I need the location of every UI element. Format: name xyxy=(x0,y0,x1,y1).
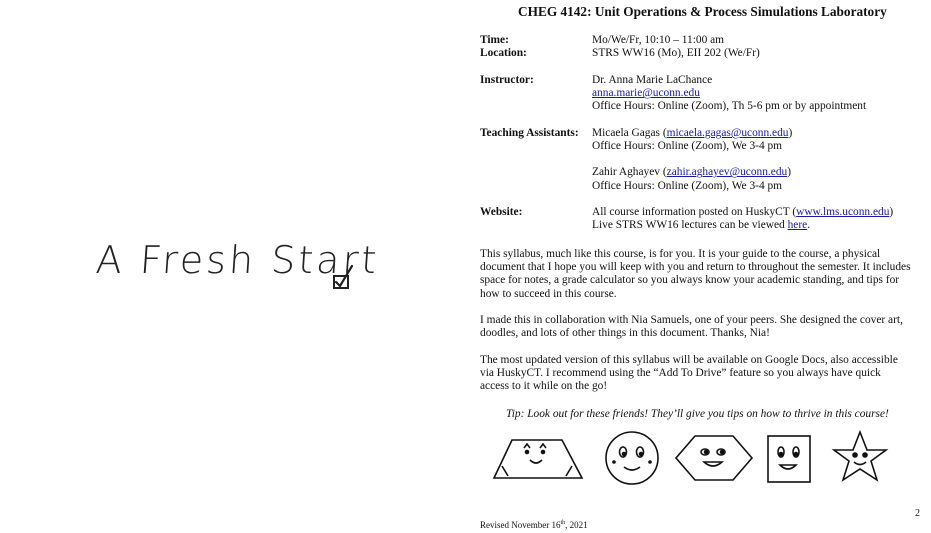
ta1-name: Micaela Gagas ( xyxy=(592,127,667,139)
friends-doodles xyxy=(490,430,890,492)
revised-sup: th xyxy=(560,520,566,526)
ta1-office-hours: Office Hours: Online (Zoom), We 3-4 pm xyxy=(592,140,783,153)
website-line-2-end: . xyxy=(807,219,811,232)
website-line-1 xyxy=(592,206,893,219)
ta2-line xyxy=(592,166,792,179)
ta2-name: Zahir Aghayev ( xyxy=(592,166,667,179)
hexagon-friend-icon xyxy=(676,436,752,480)
revised-date xyxy=(480,517,588,532)
lecture-here-link[interactable]: here xyxy=(787,219,808,232)
ta1-email-link[interactable]: micaela.gagas@uconn.edu xyxy=(666,127,789,139)
ta2-office-hours: Office Hours: Online (Zoom), We 3-4 pm xyxy=(592,179,783,192)
page-number: 2 xyxy=(915,508,920,519)
updates-paragraph: The most updated version of this syllabus will be available on Google Docs, also accessible via HuskyCT. I recommend using the “Add To Drive” feature so you always have quick access to it while on the go! xyxy=(480,354,898,393)
square-friend-icon xyxy=(768,436,810,482)
circle-friend-icon xyxy=(606,432,658,484)
revised-prefix: Revised November 16 xyxy=(480,520,561,530)
website-line-2-text: Live STRS WW16 lectures can be viewed xyxy=(592,219,788,232)
syllabus-page xyxy=(480,0,920,533)
website-line-1-text: All course information posted on HuskyCT ( xyxy=(592,206,797,218)
star-friend-icon xyxy=(834,432,886,480)
collaboration-paragraph: I made this in collaboration with Nia Samuels, one of your peers. She designed the cover art, doodles, and lots of other things in this document. Thanks, Nia! xyxy=(480,314,903,340)
checkbox-check-icon xyxy=(330,262,358,296)
website-line-1-close: ) xyxy=(889,206,894,218)
ta2-close-paren: ) xyxy=(787,166,792,179)
trapezoid-friend-icon xyxy=(494,440,582,478)
tip-text: Tip: Look out for these friends! They’ll give you tips on how to thrive in this course! xyxy=(506,408,889,420)
revised-suffix: , 2021 xyxy=(565,520,588,530)
intro-paragraph: This syllabus, much like this course, is for you. It is your guide to the course, a physical document that I hope you will keep with you and return to throughout the semester. It includes space for notes, a grade calculator so you always know your academic standing, and tips for how to succeed in this course. xyxy=(480,248,911,300)
instructor-label: Instructor: xyxy=(480,74,534,86)
location-value: STRS WW16 (Mo), EII 202 (We/Fr) xyxy=(592,47,760,59)
location-label: Location: xyxy=(480,47,527,59)
ta2-email-link[interactable]: zahir.aghayev@uconn.edu xyxy=(666,166,788,179)
website-line-2 xyxy=(592,219,893,232)
time-value: Mo/We/Fr, 10:10 – 11:00 am xyxy=(592,34,725,46)
time-label: Time: xyxy=(480,34,509,46)
website-label: Website: xyxy=(480,206,523,218)
instructor-email-link[interactable]: anna.marie@uconn.edu xyxy=(592,87,700,100)
course-title: CHEG 4142: Unit Operations & Process Simulations Laboratory xyxy=(518,4,887,19)
ta1-close-paren: ) xyxy=(788,127,793,139)
ta-label: Teaching Assistants: xyxy=(480,127,579,139)
instructor-name: Dr. Anna Marie LaChance xyxy=(592,74,713,86)
cover-title: A Fresh Start xyxy=(94,238,381,282)
ta1-line xyxy=(592,127,792,140)
huskyct-url-link[interactable]: www.lms.uconn.edu xyxy=(796,206,890,218)
instructor-office-hours: Office Hours: Online (Zoom), Th 5-6 pm or by appointment xyxy=(592,100,867,113)
